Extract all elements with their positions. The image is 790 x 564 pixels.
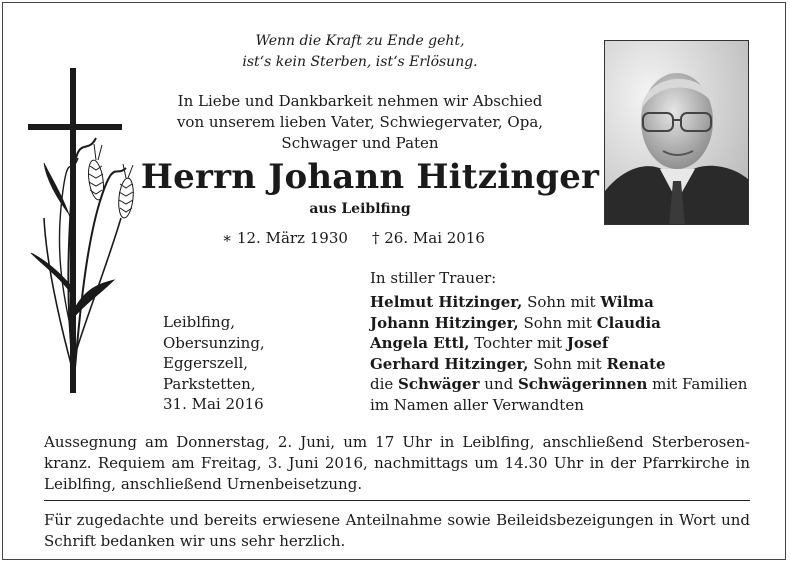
divider <box>44 500 750 501</box>
place-item: Parkstetten, <box>163 374 256 393</box>
place-item: Leiblfing, <box>163 313 236 331</box>
intro-line: Schwager und Paten <box>281 134 439 152</box>
mourner-relation: Sohn mit <box>518 313 597 332</box>
mourner-text: die <box>370 375 399 393</box>
mourner-spouse: Wilma <box>600 293 654 311</box>
mourner-spouse: Josef <box>566 334 609 352</box>
mourner-spouse: Renate <box>606 354 666 373</box>
places-list <box>163 312 265 415</box>
birth-date: ∗ 12. März 1930 <box>222 229 348 247</box>
deceased-origin: aus Leiblfing <box>309 201 411 217</box>
cross-with-wheat-icon <box>26 68 156 393</box>
mourner-row <box>370 374 747 395</box>
death-date: † 26. Mai 2016 <box>372 229 485 247</box>
mourner-relation: Sohn mit <box>522 293 601 311</box>
portrait-image <box>605 41 749 225</box>
mourner-spouse: Claudia <box>596 313 661 332</box>
portrait-photo <box>604 40 749 225</box>
intro-text <box>150 91 570 154</box>
motto <box>160 31 560 73</box>
mourner-text: mit Familien <box>647 375 748 393</box>
mourner-row: im Namen aller Verwandten <box>370 395 584 414</box>
mourner-group: Schwägerinnen <box>517 375 648 393</box>
mourner-relation: Tochter mit <box>469 334 567 352</box>
mourner-text: und <box>479 375 518 393</box>
mourner-group: Schwäger <box>398 375 480 393</box>
intro-line: von unserem lieben Vater, Schwiegervater, Opa, <box>176 113 544 131</box>
motto-line: Wenn die Kraft zu Ende geht, <box>255 33 465 49</box>
thanks-text: Für zugedachte und bereits erwiesene Anteilnahme sowie Beileidsbezeigungen in Wort und Schrift bedanken wir uns sehr herzlich. <box>44 511 750 550</box>
mourner-name: Helmut Hitzinger, <box>370 293 523 311</box>
intro-line: In Liebe und Dankbarkeit nehmen wir Abschied <box>177 92 543 110</box>
mourner-row <box>370 354 747 375</box>
motto-line: ist‘s kein Sterben, ist‘s Erlösung. <box>242 54 478 70</box>
mourner-row <box>370 313 747 334</box>
place-item: Obersunzing, <box>163 333 265 352</box>
mourner-name: Johann Hitzinger, <box>370 313 519 332</box>
mourning-heading: In stiller Trauer: <box>370 269 497 287</box>
life-dates <box>222 228 485 248</box>
mourner-name: Gerhard Hitzinger, <box>370 354 529 373</box>
mourner-name: Angela Ettl, <box>370 334 470 352</box>
mourner-row <box>370 333 747 354</box>
mourner-row <box>370 292 747 313</box>
deceased-name: Herrn Johann Hitzinger <box>140 157 600 197</box>
ceremony-text: Aussegnung am Donnerstag, 2. Juni, um 17 Uhr in Leiblfing, anschließend Sterberosenkranz. Requiem am Freitag, 3. Juni 2016, nachmittags um 14.30 Uhr in der Pfarrkirche in Leiblfing, anschließend Urnenbeisetzung. <box>44 433 750 493</box>
mourners-list <box>370 292 747 415</box>
mourner-relation: Sohn mit <box>528 354 607 373</box>
notice-date: 31. Mai 2016 <box>163 395 264 413</box>
place-item: Eggerszell, <box>163 354 249 372</box>
